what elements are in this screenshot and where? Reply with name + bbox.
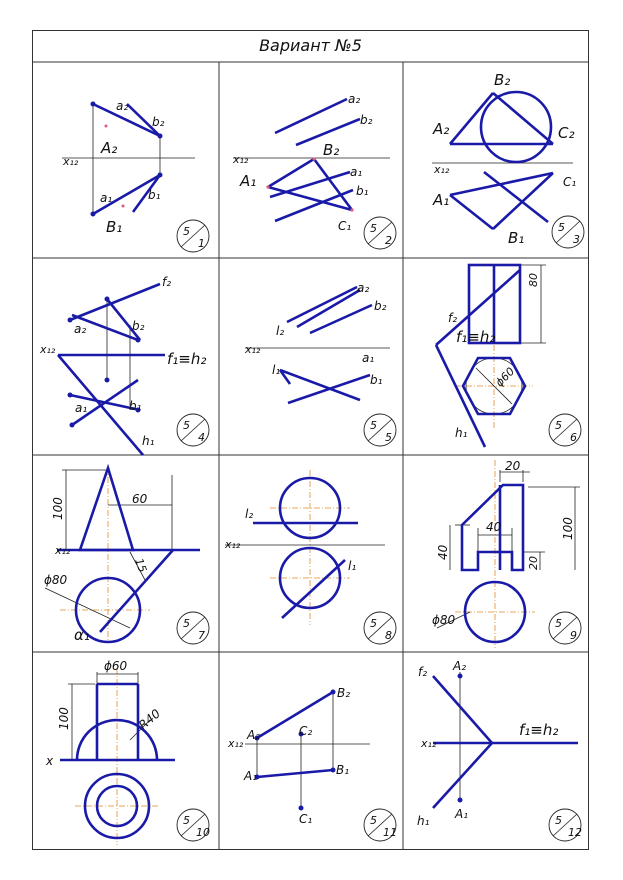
label-C2: C₂ [558, 124, 575, 142]
label-x12: x₁₂ [225, 538, 241, 551]
label-x12: x₁₂ [245, 343, 261, 356]
svg-text:1: 1 [198, 237, 205, 250]
label-A1: A₁ [455, 807, 469, 821]
task-cell-3 [432, 71, 584, 248]
label-a1: a₁ [350, 165, 363, 179]
label-x12: x₁₂ [228, 737, 244, 750]
label-a2: a₂ [348, 92, 361, 106]
label-b1: b₁ [356, 184, 369, 198]
label-d80: ϕ80 [44, 573, 68, 587]
svg-text:5: 5 [385, 431, 392, 444]
label-b1: b₁ [148, 188, 161, 202]
svg-text:5: 5 [370, 222, 377, 235]
label-d60: 60 [132, 492, 148, 506]
label-A2: A₂ [453, 659, 467, 673]
label-x12: x₁₂ [55, 544, 71, 557]
svg-text:5: 5 [555, 617, 562, 630]
task-cell-7 [44, 466, 209, 644]
svg-text:5: 5 [183, 225, 190, 238]
label-h1: h₁ [455, 426, 468, 440]
task-cell-9 [432, 459, 581, 648]
label-l1: l₁ [272, 363, 281, 377]
label-f2: f₂ [418, 665, 428, 679]
label-d60: ϕ60 [104, 659, 128, 673]
task-cell-1 [62, 99, 209, 252]
label-x12: x₁₂ [233, 153, 249, 166]
label-B2: B₂ [323, 141, 340, 159]
label-b2: b₂ [132, 319, 145, 333]
label-B2: B₂ [337, 686, 351, 700]
svg-text:11: 11 [383, 826, 397, 839]
label-f1h2: f₁≡h₂ [167, 350, 207, 368]
task-cell-5 [244, 281, 396, 446]
label-d60: ϕ60 [492, 364, 518, 390]
variant-badge-5 [364, 414, 396, 446]
variant-badge-2 [364, 217, 396, 249]
label-d15: 15 [132, 556, 150, 575]
svg-text:5: 5 [183, 617, 190, 630]
variant-badge-1 [177, 220, 209, 252]
label-A2: A₂ [433, 120, 450, 138]
label-d100: 100 [57, 707, 71, 730]
svg-text:5: 5 [183, 814, 190, 827]
label-d40: 40 [486, 520, 502, 534]
label-f2: f₂ [162, 275, 172, 289]
variant-badge-4 [177, 414, 209, 446]
label-b1: b₁ [129, 399, 142, 413]
label-A2: A₂ [247, 728, 261, 742]
label-b2: b₂ [360, 113, 373, 127]
label-b2: b₂ [152, 115, 165, 129]
label-B1: B₁ [508, 229, 525, 247]
svg-text:5: 5 [183, 419, 190, 432]
task-cell-10 [45, 659, 210, 845]
svg-text:9: 9 [570, 629, 577, 642]
variant-badge-11 [364, 809, 397, 841]
label-f2: f₂ [448, 311, 458, 325]
label-B2: B₂ [494, 71, 511, 89]
label-a2: a₂ [357, 281, 370, 295]
variant-badge-9 [549, 612, 581, 644]
label-a1: a₁ [100, 191, 113, 205]
variant-badge-7 [177, 612, 209, 644]
label-B1: B₁ [106, 218, 123, 236]
label-C1: C₁ [563, 175, 577, 189]
svg-text:2: 2 [385, 234, 392, 247]
label-A1: A₁ [244, 769, 258, 783]
svg-text:7: 7 [198, 629, 205, 642]
label-d40b: 40 [436, 544, 450, 560]
svg-text:6: 6 [570, 431, 577, 444]
label-x12: x₁₂ [40, 343, 56, 356]
variant-badge-8 [364, 612, 396, 644]
label-A1: A₁ [240, 172, 257, 190]
label-d100: 100 [51, 497, 65, 520]
svg-text:5: 5 [370, 814, 377, 827]
label-B1: B₁ [336, 763, 350, 777]
task-cell-6 [436, 265, 581, 447]
label-a1: a₁ [75, 401, 88, 415]
label-f1h2: f₁≡h₂ [456, 328, 496, 346]
label-b2: b₂ [374, 299, 387, 313]
variant-badge-3 [552, 216, 584, 248]
label-f1h2: f₁≡h₂ [519, 721, 559, 739]
label-h1: h₁ [142, 434, 155, 448]
svg-text:4: 4 [198, 431, 205, 444]
svg-text:3: 3 [573, 233, 580, 246]
svg-text:5: 5 [370, 419, 377, 432]
label-l2: l₂ [245, 507, 254, 521]
label-x12: x₁₂ [421, 737, 437, 750]
task-cell-2 [232, 92, 396, 249]
task-cell-11 [227, 686, 397, 841]
svg-text:10: 10 [196, 826, 210, 839]
label-b1: b₁ [370, 373, 383, 387]
task-cell-12 [417, 659, 582, 841]
svg-text:5: 5 [555, 419, 562, 432]
label-x12: x₁₂ [63, 155, 79, 168]
label-a1: a₁ [362, 351, 375, 365]
label-alpha: α₁ [74, 626, 90, 644]
label-d100: 100 [561, 517, 575, 540]
variant-badge-6 [549, 414, 581, 446]
sheet-title: Вариант №5 [259, 36, 362, 55]
label-l2: l₂ [276, 324, 285, 338]
svg-text:12: 12 [568, 826, 582, 839]
label-C2: C₂ [299, 724, 313, 738]
svg-text:5: 5 [555, 814, 562, 827]
label-l1: l₁ [348, 559, 357, 573]
svg-text:8: 8 [385, 629, 392, 642]
label-A1: A₁ [433, 191, 450, 209]
label-x: x [46, 754, 54, 768]
label-a2: a₂ [74, 322, 87, 336]
label-r40: R40 [135, 706, 164, 733]
label-C1: C₁ [299, 812, 313, 826]
label-d20a: 20 [505, 459, 521, 473]
label-C1: C₁ [338, 219, 352, 233]
task-cell-4 [39, 275, 209, 455]
svg-text:5: 5 [370, 617, 377, 630]
label-x12: x₁₂ [434, 163, 450, 176]
label-a2: a₂ [116, 99, 129, 113]
label-d80: 80 [527, 273, 540, 287]
label-A2: A₂ [101, 139, 118, 157]
label-d80: ϕ80 [432, 613, 456, 627]
variant-badge-10 [177, 809, 210, 841]
task-cell-8 [224, 470, 396, 644]
label-h1: h₁ [417, 814, 430, 828]
variant-badge-12 [549, 809, 582, 841]
svg-text:5: 5 [558, 221, 565, 234]
label-d20b: 20 [527, 556, 540, 570]
